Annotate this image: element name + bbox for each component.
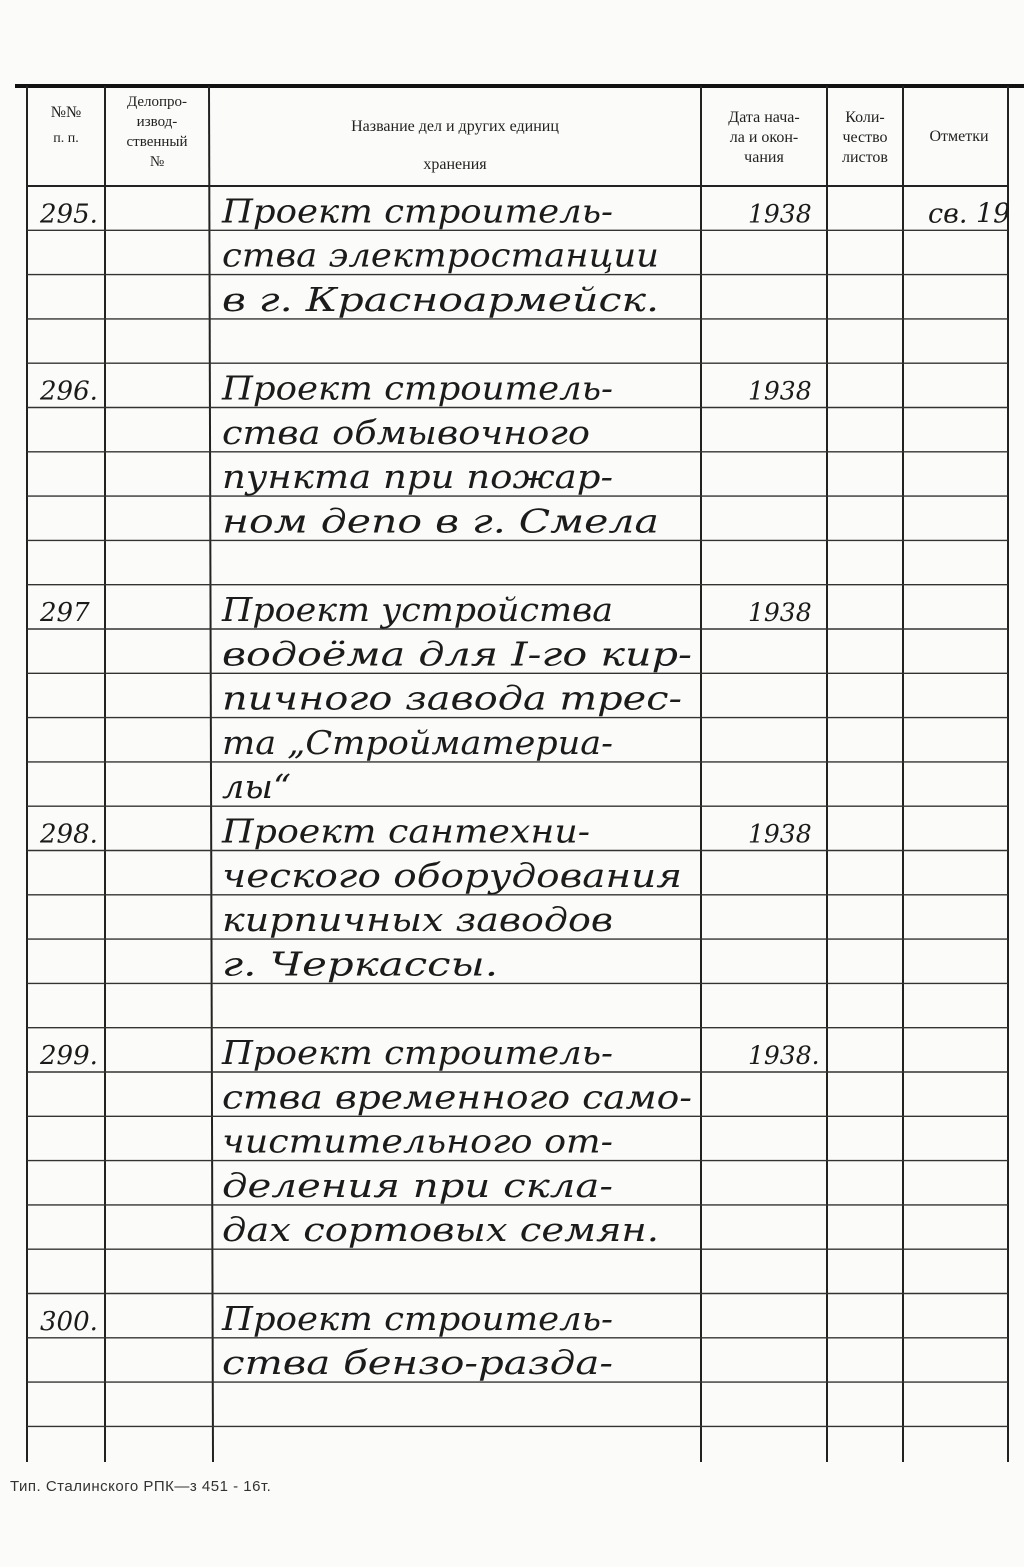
- header-number-line: №№: [50, 104, 82, 121]
- header-office-line: ственный: [126, 134, 188, 150]
- header-title-line: хранения: [423, 156, 487, 173]
- entry-title-line: Проект устройства: [220, 590, 613, 629]
- entry-title-line: деления при скла-: [222, 1165, 613, 1205]
- entry-title-line: та „Стройматериа-: [222, 722, 613, 762]
- register-entries: [39, 191, 1010, 1382]
- entry-title-line: лы“: [222, 767, 291, 807]
- entry-title-line: г. Черкассы.: [222, 944, 498, 984]
- entry-title-line: пичного завода трес-: [222, 678, 682, 718]
- header-title-line: Название дел и других единиц: [351, 118, 559, 135]
- entry-title-line: Проект строитель-: [220, 368, 614, 408]
- entry-title-line: Проект строитель-: [220, 1033, 614, 1072]
- header-notes-col: [904, 128, 1014, 146]
- header-number-col: [28, 100, 104, 152]
- entry-number: 296.: [40, 376, 98, 407]
- entry-year: 1938: [748, 199, 812, 229]
- entry-title-line: Проект строитель-: [220, 1298, 614, 1338]
- entry-mark: св. 19: [928, 198, 1011, 230]
- entry-title-line: чистительного от-: [222, 1121, 613, 1161]
- header-dates-line: ла и окон-: [729, 129, 799, 146]
- header-office-line: извод-: [136, 114, 178, 130]
- header-count-line: чество: [842, 129, 888, 146]
- entry-year: 1938: [748, 819, 812, 849]
- entry-year: 1938: [748, 376, 812, 406]
- header-title-col: [210, 108, 700, 184]
- column-rule: [209, 86, 213, 1462]
- entry-number: 295.: [40, 199, 98, 230]
- header-notes-line: Отметки: [929, 128, 989, 145]
- header-office-line: Делопро-: [126, 94, 188, 110]
- entry-title-line: ства обмывочного: [222, 412, 590, 452]
- header-office-line: №: [149, 154, 165, 170]
- entry-title-line: дах сортовых семян.: [222, 1210, 659, 1250]
- header-number-line: п. п.: [53, 131, 79, 146]
- header-count-col: [828, 108, 902, 168]
- header-dates-col: [702, 108, 826, 168]
- entry-title-line: Проект сантехни-: [220, 811, 590, 851]
- entry-title-line: ческого оборудования: [222, 855, 682, 895]
- entry-number: 300.: [40, 1306, 98, 1337]
- header-office-col: [106, 92, 208, 172]
- entry-title-line: кирпичных заводов: [222, 900, 613, 940]
- entry-title-line: ства электростанции: [222, 235, 659, 275]
- header-count-line: листов: [842, 149, 888, 166]
- entry-title-line: ства бензо-разда-: [222, 1343, 613, 1383]
- entry-year: 1938: [748, 598, 812, 627]
- entry-number: 297: [40, 598, 90, 628]
- header-dates-line: Дата нача-: [728, 109, 800, 126]
- entry-title-line: ства временного само-: [222, 1077, 692, 1117]
- printer-imprint: Тип. Сталинского РПК—з 451 - 16т.: [10, 1478, 272, 1495]
- entry-title-line: ном депо в г. Смела: [222, 501, 659, 541]
- entry-title-line: пункта при пожар-: [222, 457, 613, 497]
- header-dates-line: чания: [744, 149, 784, 166]
- header-count-line: Коли-: [845, 109, 885, 126]
- entry-title-line: Проект строитель-: [220, 191, 614, 231]
- entry-number: 299.: [40, 1041, 98, 1071]
- entry-year: 1938.: [748, 1041, 820, 1070]
- entry-title-line: в г. Красноармейск.: [222, 279, 659, 319]
- entry-number: 298.: [40, 819, 98, 850]
- entry-title-line: водоёма для I-го кир-: [222, 634, 692, 674]
